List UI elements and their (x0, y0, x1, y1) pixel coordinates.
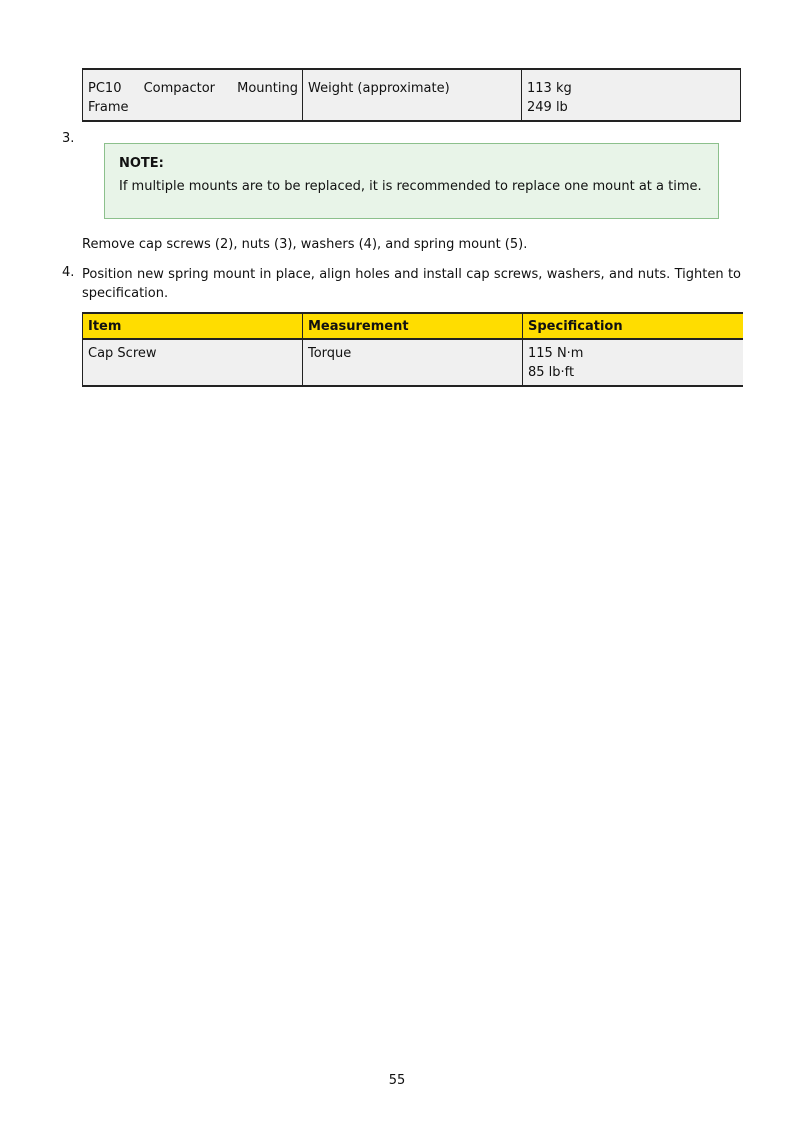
spec-measurement-cell: Torque (303, 339, 523, 386)
spec-value-cell (523, 339, 743, 386)
step-4-number: 4. (62, 265, 75, 280)
weight-item-cell (83, 69, 303, 121)
table-row (83, 69, 741, 121)
spec-value-metric: 115 N·m (528, 346, 584, 361)
weight-value-metric: 113 kg (527, 81, 572, 96)
weight-item-word: Compactor (143, 81, 216, 96)
step-4-instruction: Position new spring mount in place, align holes and install cap screws, washers, and nuts. Tighten to specification. (82, 267, 741, 301)
spec-item-cell: Cap Screw (83, 339, 303, 386)
step-3-number: 3. (62, 131, 75, 146)
note-box (104, 143, 719, 219)
weight-measurement-cell: Weight (approximate) (303, 69, 522, 121)
table-row (83, 339, 743, 386)
spec-header-row (83, 313, 743, 339)
spec-table (82, 312, 743, 387)
weight-item-line2: Frame (88, 100, 129, 115)
note-title: NOTE: (119, 156, 164, 171)
weight-item-word: PC10 (88, 81, 122, 96)
weight-item-word: Mounting (237, 81, 298, 96)
weight-value-imperial: 249 lb (527, 100, 568, 115)
weight-value-cell (522, 69, 741, 121)
spec-header-specification: Specification (523, 313, 743, 339)
page-number: 55 (388, 1073, 406, 1088)
spec-header-item: Item (83, 313, 303, 339)
weight-table (82, 68, 741, 122)
step-3-instruction: Remove cap screws (2), nuts (3), washers (4), and spring mount (5). (82, 237, 528, 252)
spec-header-measurement: Measurement (303, 313, 523, 339)
note-text: If multiple mounts are to be replaced, it is recommended to replace one mount at a time. (119, 179, 702, 194)
weight-item-line1 (88, 79, 298, 98)
spec-value-imperial: 85 lb·ft (528, 365, 575, 380)
